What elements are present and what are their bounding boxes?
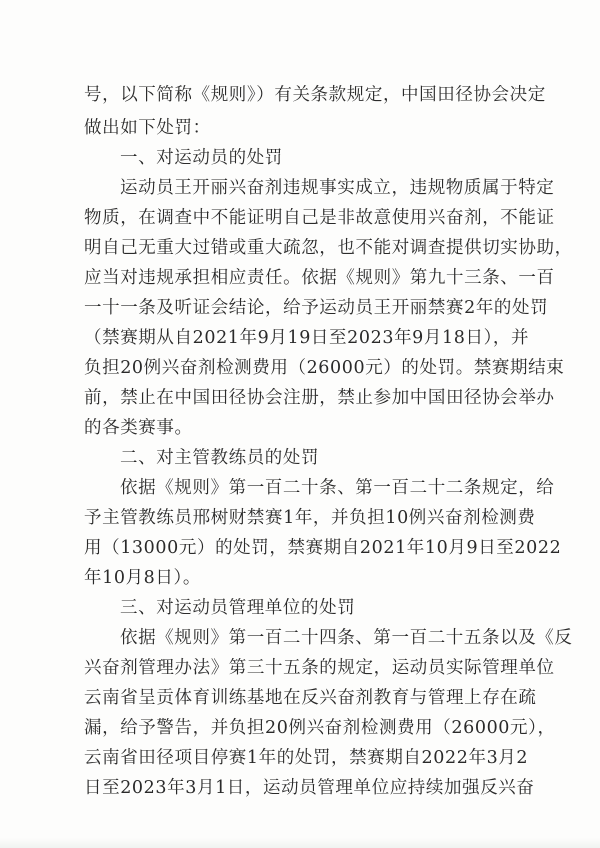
page-bottom-edge	[0, 838, 600, 848]
text-line: 兴奋剂管理办法》第三十五条的规定，运动员实际管理单位	[84, 658, 555, 678]
text-line: 予主管教练员邢树财禁赛1年，并负担10例兴奋剂检测费	[84, 508, 536, 528]
text-line: 云南省呈贡体育训练基地在反兴奋剂教育与管理上存在疏	[84, 688, 537, 708]
text-line: 明自己无重大过错或重大疏忽，也不能对调查提供切实协助，	[84, 238, 573, 258]
text-line: （禁赛期从自2021年9月19日至2023年9月18日），并	[84, 328, 530, 348]
text-line: 依据《规则》第一百二十条、第一百二十二条规定，给	[120, 478, 555, 498]
text-line: 依据《规则》第一百二十四条、第一百二十五条以及《反	[120, 628, 573, 648]
text-line: 号，以下简称《规则》）有关条款规定，中国田径协会决定	[84, 85, 546, 105]
text-line: 云南省田径项目停赛1年的处罚，禁赛期自2022年3月2	[84, 748, 529, 768]
text-line: 前，禁止在中国田径协会注册，禁止参加中国田径协会举办	[84, 388, 555, 408]
section-heading-coach: 二、对主管教练员的处罚	[120, 448, 320, 468]
text-line: 运动员王开丽兴奋剂违规事实成立，违规物质属于特定	[120, 178, 555, 198]
section-heading-athlete: 一、对运动员的处罚	[120, 148, 283, 168]
section-heading-management-unit: 三、对运动员管理单位的处罚	[120, 598, 356, 618]
text-line: 应当对违规承担相应责任。依据《规则》第九十三条、一百	[84, 268, 555, 288]
text-line: 用（13000元）的处罚，禁赛期自2021年10月9日至2022	[84, 538, 562, 558]
text-line: 年10月8日）。	[84, 568, 201, 588]
text-line: 的各类赛事。	[84, 418, 193, 438]
text-line: 物质，在调查中不能证明自己是非故意使用兴奋剂，不能证	[84, 208, 555, 228]
text-line: 漏，给予警告，并负担20例兴奋剂检测费用（26000元），	[84, 718, 556, 738]
text-line: 一十一条及听证会结论，给予运动员王开丽禁赛2年的处罚	[84, 298, 549, 318]
text-line: 日至2023年3月1日，运动员管理单位应持续加强反兴奋	[84, 778, 535, 798]
text-line: 负担20例兴奋剂检测费用（26000元）的处罚。禁赛期结束	[84, 358, 565, 378]
text-line: 做出如下处罚：	[84, 118, 211, 138]
